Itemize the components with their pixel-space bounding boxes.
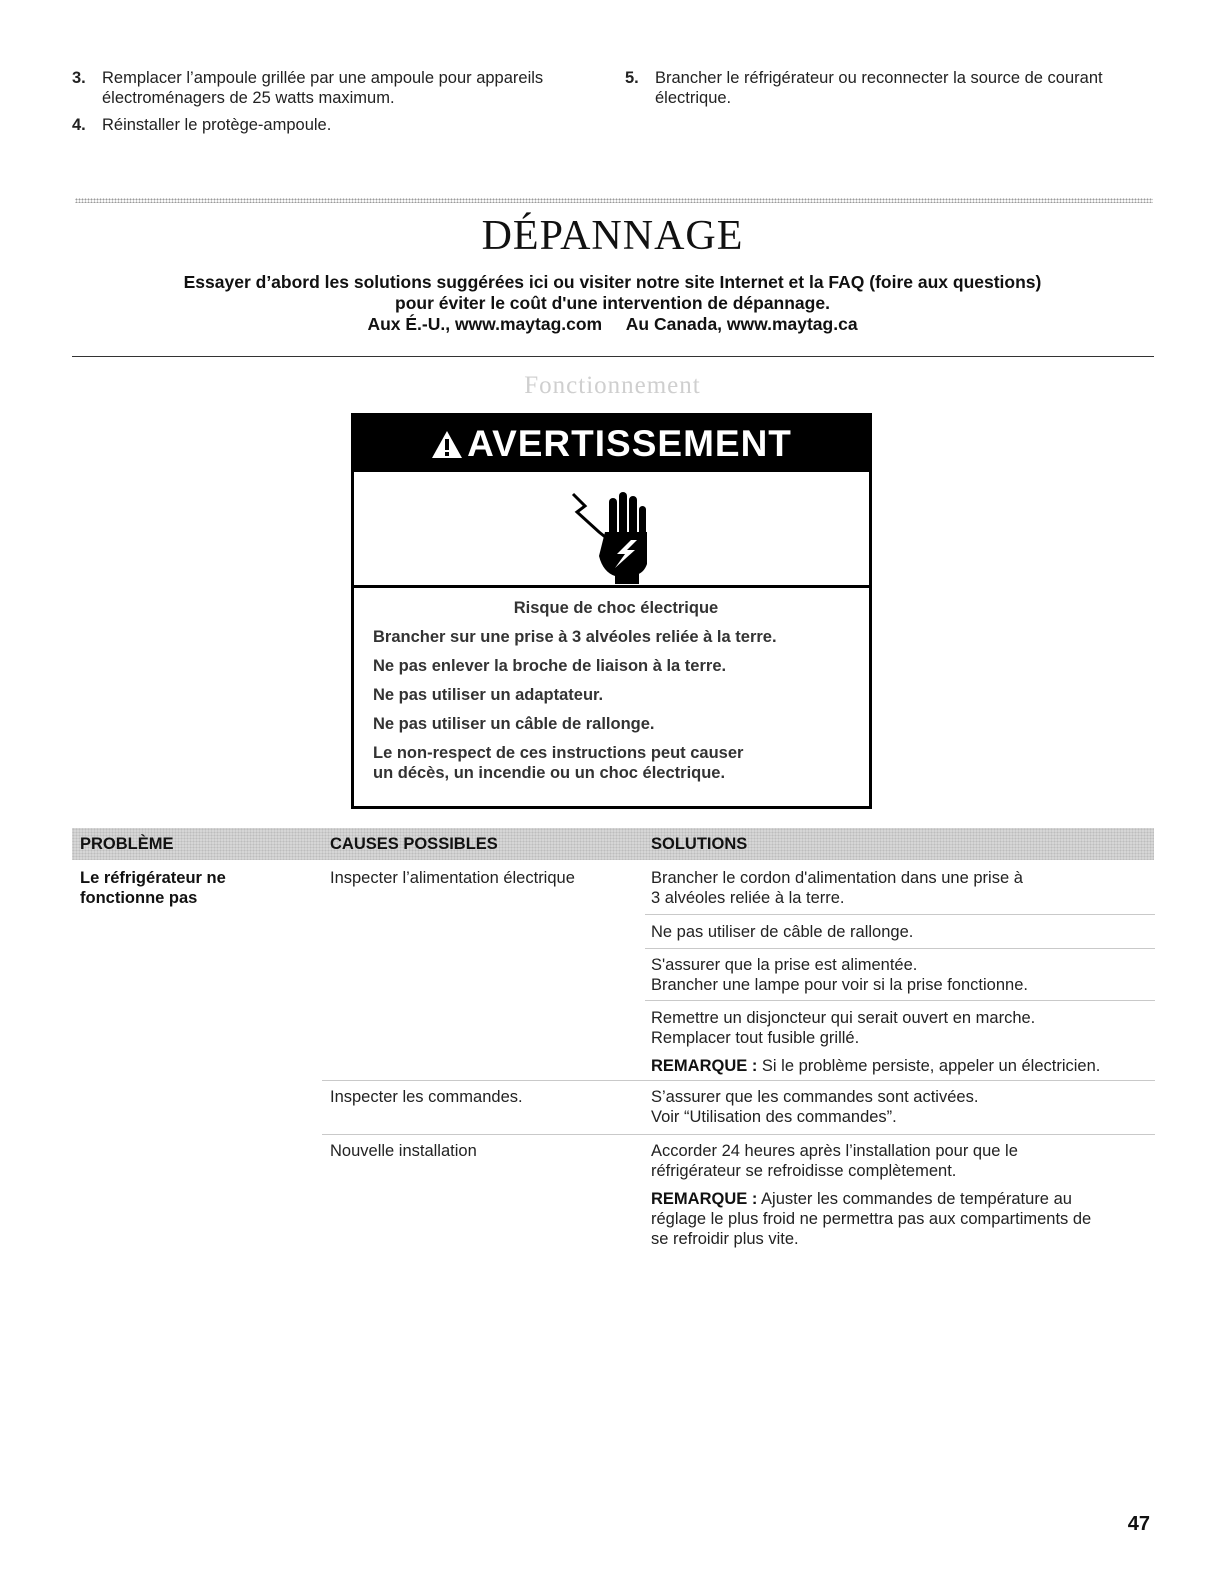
step-3 <box>72 68 592 110</box>
problem-cell: Le réfrigérateur ne fonctionne pas <box>80 869 226 907</box>
table-header-bar <box>72 828 1154 860</box>
section-title: Fonctionnement <box>524 372 701 399</box>
step-number: 5. <box>625 69 639 87</box>
horizontal-rule <box>72 356 1154 357</box>
electric-shock-hand-icon <box>559 484 669 584</box>
column-header-solutions: SOLUTIONS <box>651 835 748 853</box>
row-separator <box>645 948 1155 949</box>
warning-triangle-icon <box>431 430 463 459</box>
note-label: REMARQUE : <box>651 1057 758 1075</box>
column-header-problem: PROBLÈME <box>80 835 174 853</box>
row-separator <box>645 914 1155 915</box>
step-text: Brancher le réfrigérateur ou reconnecter la source de courant électrique. <box>655 69 1103 107</box>
solution-plug-cord: Brancher le cordon d'alimentation dans une prise à 3 alvéoles reliée à la terre. <box>651 869 1023 907</box>
warning-text: Risque de choc électrique Brancher sur une prise à 3 alvéoles reliée à la terre. Ne pas enlever la broche de liaison à la terre. Ne pas utiliser un adaptateur. Ne pas utiliser un câble de rallonge. Le non-respect de ces instructions peut causer un décès, un incendie ou un choc électrique. <box>373 599 777 782</box>
solution-no-extension: Ne pas utiliser de câble de rallonge. <box>651 923 914 941</box>
cause-new-install: Nouvelle installation <box>330 1142 477 1160</box>
step-5 <box>625 68 1165 110</box>
step-number: 4. <box>72 116 86 134</box>
solution-controls-on: S’assurer que les commandes sont activées. Voir “Utilisation des commandes”. <box>651 1088 979 1126</box>
cause-controls: Inspecter les commandes. <box>330 1088 523 1106</box>
warning-header: AVERTISSEMENT <box>354 416 869 472</box>
row-separator <box>322 1134 1155 1135</box>
step-4 <box>72 115 592 137</box>
note-label: REMARQUE : <box>651 1190 758 1208</box>
step-number: 3. <box>72 69 86 87</box>
row-separator <box>322 1080 1155 1081</box>
solution-breaker-fuse: Remettre un disjoncteur qui serait ouvert en marche. Remplacer tout fusible grillé. REMARQUE : Si le problème persiste, appeler un électricien. <box>651 1009 1101 1075</box>
intro-text: Essayer d’abord les solutions suggérées ici ou visiter notre site Internet et la FAQ (foire aux questions) pour éviter le coût d'une intervention de dépannage. Aux É.-U., www.maytag.com Au Canada, www.maytag.ca <box>183 272 1042 334</box>
warning-box <box>351 413 872 809</box>
step-text: Remplacer l’ampoule grillée par une ampoule pour appareils électroménagers de 25 watts maximum. <box>102 69 544 107</box>
dotted-divider <box>75 198 1153 203</box>
cause-power: Inspecter l’alimentation électrique <box>330 869 575 887</box>
page-number: 47 <box>1127 1513 1150 1535</box>
solution-check-outlet: S'assurer que la prise est alimentée. Brancher une lampe pour voir si la prise fonctionne. <box>651 956 1028 994</box>
row-separator <box>645 1000 1155 1001</box>
warning-divider <box>354 585 869 588</box>
solution-wait-24h: Accorder 24 heures après l’installation pour que le réfrigérateur se refroidisse complètement. REMARQUE : Ajuster les commandes de température au réglage le plus froid ne permettra pas aux compartiments de se refroidir plus vite. <box>651 1142 1092 1248</box>
step-text: Réinstaller le protège-ampoule. <box>102 116 332 134</box>
page-title: DÉPANNAGE <box>481 213 744 259</box>
column-header-causes: CAUSES POSSIBLES <box>330 835 498 853</box>
